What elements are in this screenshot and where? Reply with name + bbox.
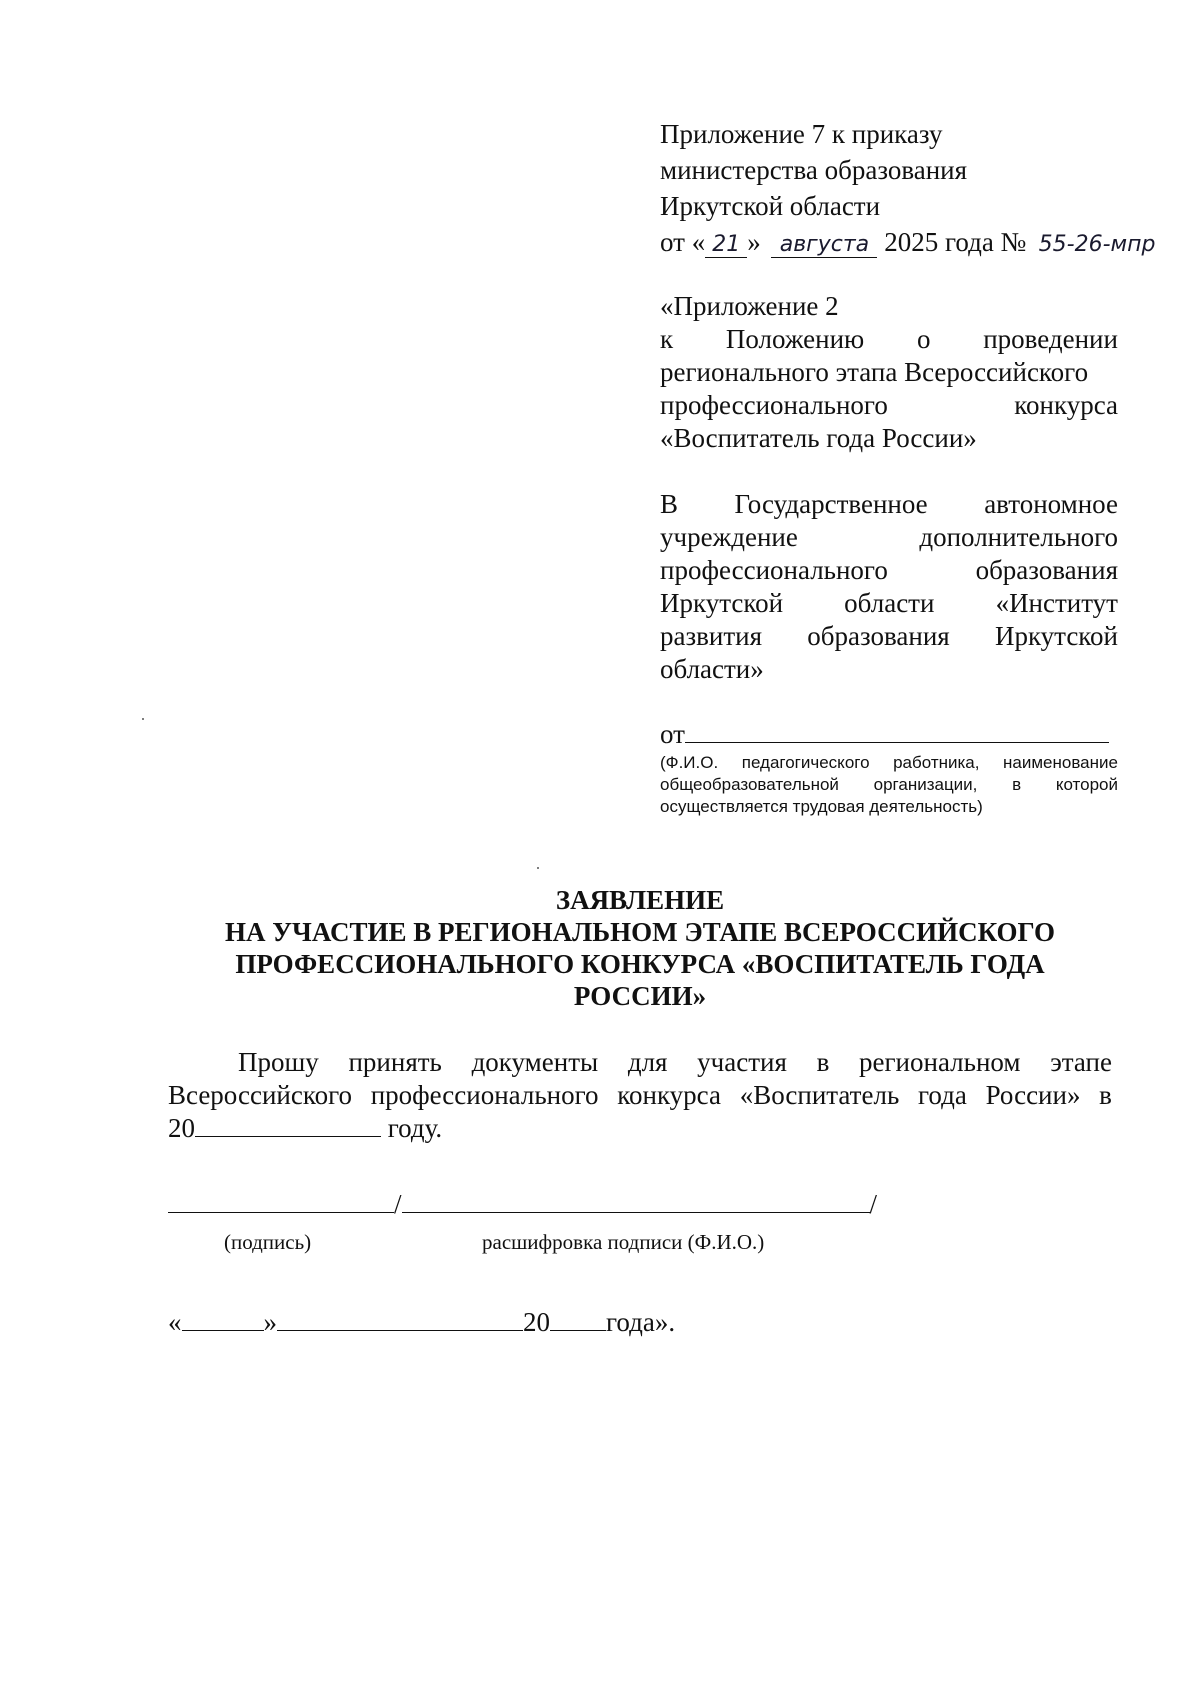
addressee-word: профессионального <box>660 555 888 585</box>
appendix-line-4 <box>660 389 1118 421</box>
addressee-word: Иркутской <box>994 621 1118 651</box>
note-word: в <box>1012 775 1022 794</box>
header-line-region: Иркутской области <box>660 191 881 221</box>
signature-line <box>168 1188 877 1220</box>
addressee-word: образования <box>807 621 950 651</box>
addressee-line-3 <box>660 554 1118 586</box>
note-word: наименование <box>1003 753 1118 772</box>
signature-slash-end: / <box>869 1189 878 1219</box>
year-prefix: 20 <box>168 1113 195 1143</box>
appendix-word: Положению <box>725 324 865 354</box>
from-block <box>660 718 1130 828</box>
handwritten-month: августа <box>771 233 877 258</box>
addressee-line-2 <box>660 521 1118 553</box>
title-line-4: РОССИИ» <box>573 981 707 1011</box>
body-line-1 <box>238 1046 1112 1078</box>
addressee-word: автономное <box>984 489 1118 519</box>
body-word: конкурса <box>617 1080 721 1110</box>
body-word: профессионального <box>370 1080 599 1110</box>
signature-block <box>168 1188 928 1268</box>
from-note-line-3: осуществляется трудовая деятельность) <box>660 797 983 816</box>
appendix-word: о <box>916 324 931 354</box>
from-label: от <box>660 719 685 749</box>
addressee-block <box>660 488 1130 688</box>
body-word: для <box>627 1047 668 1077</box>
handwritten-doc-number: 55-26-мпр <box>1038 232 1156 257</box>
date-open-quote: « <box>168 1307 182 1337</box>
body-word: Всероссийского <box>168 1080 352 1110</box>
addressee-line-4 <box>660 587 1118 619</box>
addressee-word: области <box>844 588 935 618</box>
signature-fill-blank[interactable] <box>168 1188 394 1213</box>
from-note-line-1 <box>660 752 1118 774</box>
date-line <box>168 1306 675 1338</box>
note-word: которой <box>1055 775 1118 794</box>
addressee-word: образования <box>975 555 1118 585</box>
signature-decode-fill-blank[interactable] <box>402 1188 870 1213</box>
note-word: работника, <box>893 753 980 772</box>
date-month-blank[interactable] <box>277 1306 523 1331</box>
note-word: (Ф.И.О. <box>660 753 719 772</box>
addressee-word: дополнительного <box>919 522 1118 552</box>
body-word: участия <box>697 1047 787 1077</box>
addressee-word: В <box>660 489 679 519</box>
addressee-word: учреждение <box>660 522 798 552</box>
date-close-quote: » <box>263 1307 277 1337</box>
title-line-2: НА УЧАСТИЕ В РЕГИОНАЛЬНОМ ЭТАПЕ ВСЕРОССИЙСКОГО <box>224 917 1056 947</box>
appendix-line-2 <box>660 323 1118 355</box>
date-year-blank[interactable] <box>550 1306 606 1331</box>
appendix-line-5: «Воспитатель года России» <box>660 423 977 453</box>
addressee-word: Иркутской <box>660 588 784 618</box>
note-word: организации, <box>873 775 978 794</box>
body-word: «Воспитатель <box>739 1080 900 1110</box>
addressee-line-5 <box>660 620 1118 652</box>
header-line-appendix-order: Приложение 7 к приказу <box>660 119 943 149</box>
appendix-word: проведении <box>983 324 1118 354</box>
date-mid: » <box>747 227 761 257</box>
body-word: региональном <box>859 1047 1021 1077</box>
handwritten-day: 21 <box>705 233 747 258</box>
appendix-block <box>660 290 1130 460</box>
addressee-line-1 <box>660 488 1118 520</box>
note-word: педагогического <box>741 753 870 772</box>
addressee-line-6: области» <box>660 654 764 684</box>
year-fill-blank[interactable] <box>195 1112 381 1137</box>
body-line-3 <box>168 1112 442 1144</box>
from-line <box>660 718 1109 750</box>
body-word: принять <box>348 1047 442 1077</box>
from-fill-blank[interactable] <box>685 718 1109 743</box>
document-title <box>0 884 1200 1024</box>
body-word: России» <box>985 1080 1081 1110</box>
appendix-title: «Приложение 2 <box>660 291 839 321</box>
date-year-text: 2025 года № <box>884 227 1027 257</box>
addressee-word: развития <box>660 621 763 651</box>
note-word: общеобразовательной <box>660 775 839 794</box>
date-prefix: от « <box>660 227 706 257</box>
body-word: Прошу <box>238 1047 319 1077</box>
header-block <box>660 118 1180 278</box>
body-line3-suffix: году. <box>387 1113 443 1143</box>
addressee-word: «Институт <box>995 588 1118 618</box>
appendix-word: конкурса <box>1014 390 1118 420</box>
body-word: года <box>917 1080 967 1110</box>
appendix-word: к <box>660 324 674 354</box>
date-day-blank[interactable] <box>182 1306 264 1331</box>
title-line-3: ПРОФЕССИОНАЛЬНОГО КОНКУРСА «ВОСПИТАТЕЛЬ ГОДА <box>235 949 1045 979</box>
decode-caption: расшифровка подписи (Ф.И.О.) <box>482 1230 765 1254</box>
addressee-word: Государственное <box>734 489 928 519</box>
header-line-ministry: министерства образования <box>660 155 968 185</box>
body-paragraph <box>168 1046 1112 1156</box>
appendix-word: профессионального <box>660 390 888 420</box>
from-note-line-2 <box>660 774 1118 796</box>
date-year-prefix: 20 <box>523 1307 550 1337</box>
appendix-line-3: регионального этапа Всероссийского <box>660 357 1089 387</box>
date-block <box>168 1306 768 1346</box>
scan-speck <box>537 867 539 869</box>
body-word: документы <box>471 1047 599 1077</box>
signature-slash: / <box>394 1189 402 1219</box>
date-suffix: года». <box>606 1307 676 1337</box>
signature-caption: (подпись) <box>224 1230 312 1254</box>
body-word: в <box>1099 1080 1112 1110</box>
body-word: в <box>816 1047 830 1077</box>
body-line-2 <box>168 1079 1112 1111</box>
title-line-1: ЗАЯВЛЕНИЕ <box>555 885 725 915</box>
header-date-line <box>660 226 1161 258</box>
body-word: этапе <box>1050 1047 1112 1077</box>
scan-speck <box>142 718 144 720</box>
